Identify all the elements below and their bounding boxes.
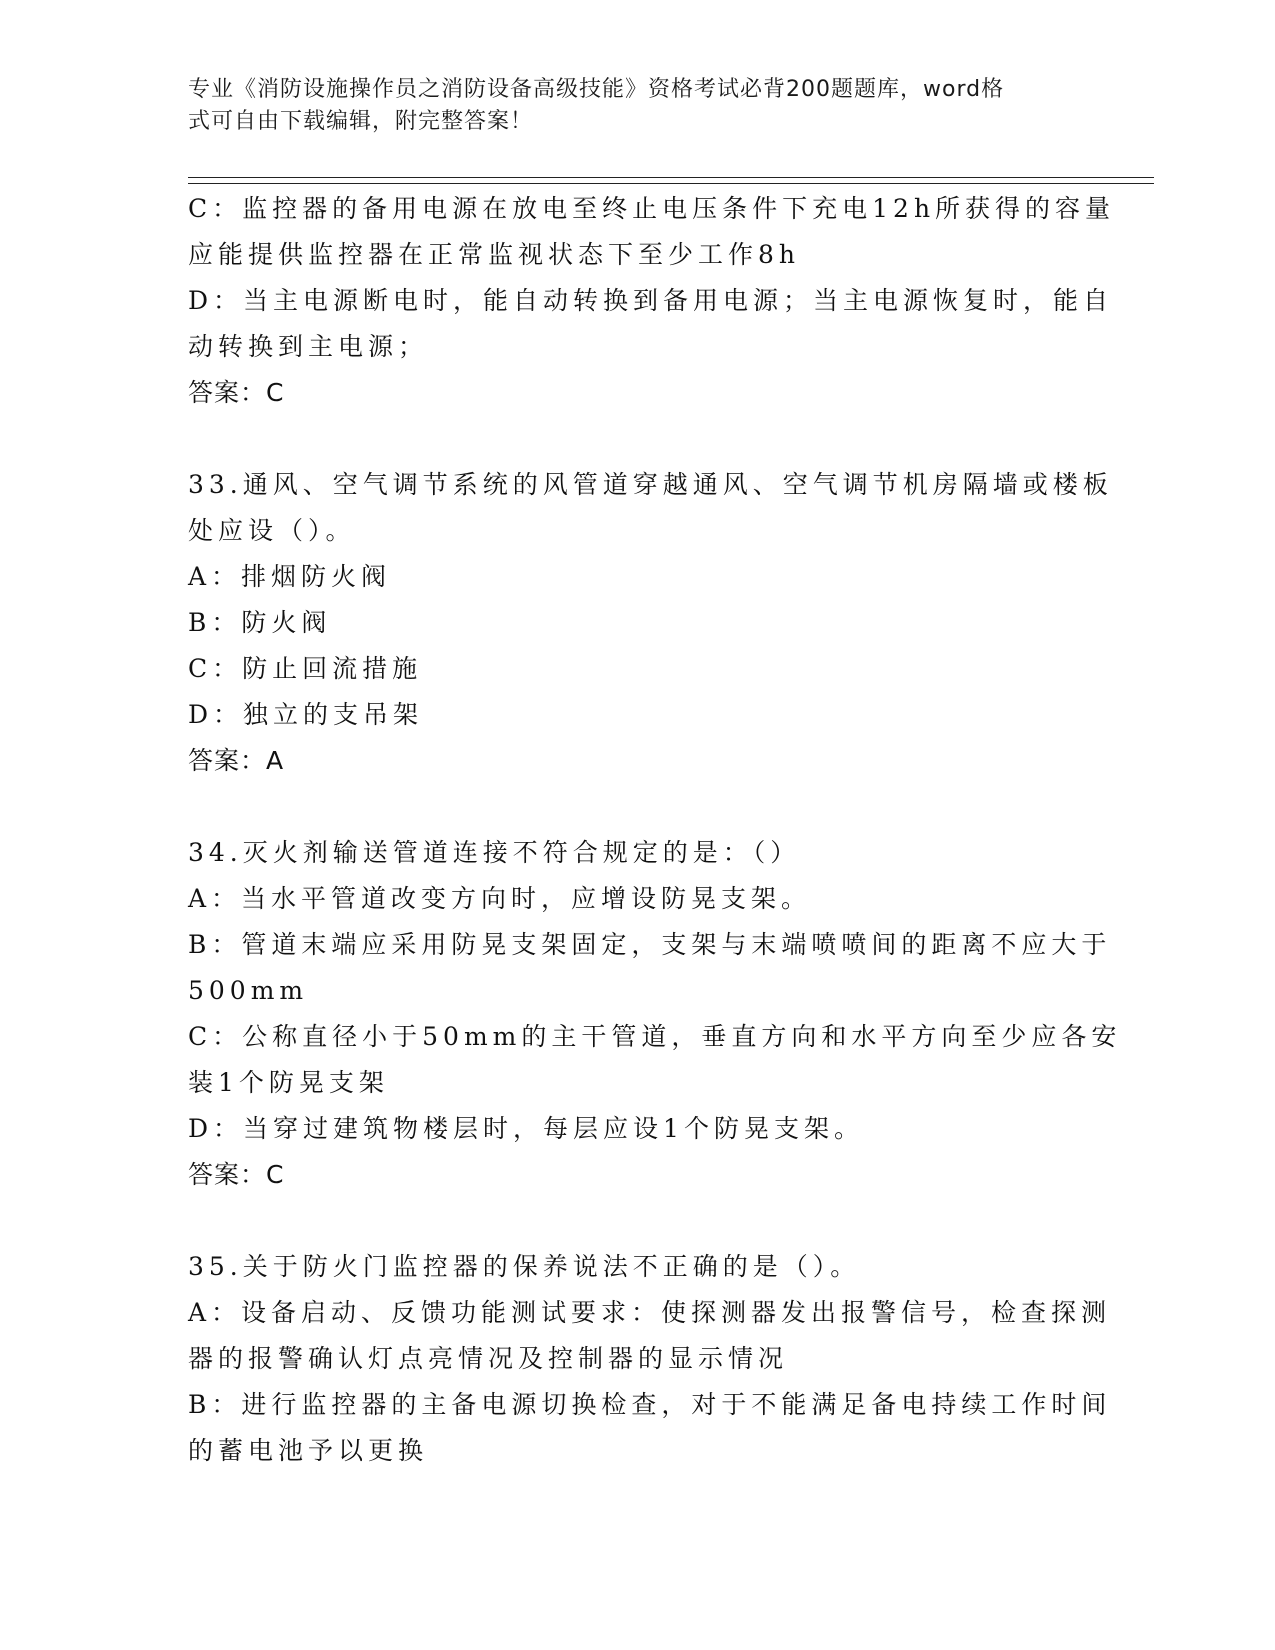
option-c-line-1: C：公称直径小于50mm的主干管道，垂直方向和水平方向至少应各安 xyxy=(188,1022,1122,1051)
answer: 答案：C xyxy=(188,1160,285,1189)
header-divider-bottom xyxy=(188,183,1154,184)
option-a-line-2: 器的报警确认灯点亮情况及控制器的显示情况 xyxy=(188,1344,789,1373)
question-text-line-1: 33.通风、空气调节系统的风管道穿越通风、空气调节机房隔墙或楼板 xyxy=(188,470,1113,499)
option-d: D：当穿过建筑物楼层时，每层应设1个防晃支架。 xyxy=(188,1114,864,1143)
header-line-1: 专业《消防设施操作员之消防设备高级技能》资格考试必背200题题库，word格 xyxy=(188,77,1005,102)
question-text: 35.关于防火门监控器的保养说法不正确的是（）。 xyxy=(188,1252,861,1281)
option-a-line-1: A：设备启动、反馈功能测试要求：使探测器发出报警信号，检查探测 xyxy=(188,1298,1112,1327)
option-d-line-2: 动转换到主电源； xyxy=(188,332,429,361)
option-b-line-1: B：管道末端应采用防晃支架固定，支架与末端喷喷间的距离不应大于 xyxy=(188,930,1112,959)
question-34 xyxy=(188,830,1122,1198)
header-divider-top xyxy=(188,177,1154,178)
document-header xyxy=(188,74,1068,138)
option-a: A：当水平管道改变方向时，应增设防晃支架。 xyxy=(188,884,812,913)
option-a: A：排烟防火阀 xyxy=(188,562,392,591)
question-33 xyxy=(188,462,1113,784)
spacer xyxy=(188,416,1078,462)
answer: 答案：A xyxy=(188,746,285,775)
option-d: D：独立的支吊架 xyxy=(188,700,424,729)
question-text: 34.灭火剂输送管道连接不符合规定的是：（） xyxy=(188,838,801,867)
question-32-tail xyxy=(188,186,1116,416)
document-body xyxy=(188,186,1122,1474)
question-text-line-2: 处应设（）。 xyxy=(188,516,356,545)
option-b: B：防火阀 xyxy=(188,608,332,637)
option-b-line-1: B：进行监控器的主备电源切换检查，对于不能满足备电持续工作时间 xyxy=(188,1390,1112,1419)
header-line-2: 式可自由下载编辑，附完整答案！ xyxy=(188,109,534,134)
option-b-line-2: 500mm xyxy=(188,976,309,1005)
spacer xyxy=(188,1198,1078,1244)
question-35 xyxy=(188,1244,1112,1474)
spacer xyxy=(188,784,1078,830)
answer: 答案：C xyxy=(188,378,285,407)
option-c-line-2: 应能提供监控器在正常监视状态下至少工作8h xyxy=(188,240,801,269)
option-c: C：防止回流措施 xyxy=(188,654,423,683)
option-d-line-1: D：当主电源断电时，能自动转换到备用电源；当主电源恢复时，能自 xyxy=(188,286,1114,315)
option-b-line-2: 的蓄电池予以更换 xyxy=(188,1436,429,1465)
option-c-line-1: C：监控器的备用电源在放电至终止电压条件下充电12h所获得的容量 xyxy=(188,194,1116,223)
option-c-line-2: 装1个防晃支架 xyxy=(188,1068,389,1097)
